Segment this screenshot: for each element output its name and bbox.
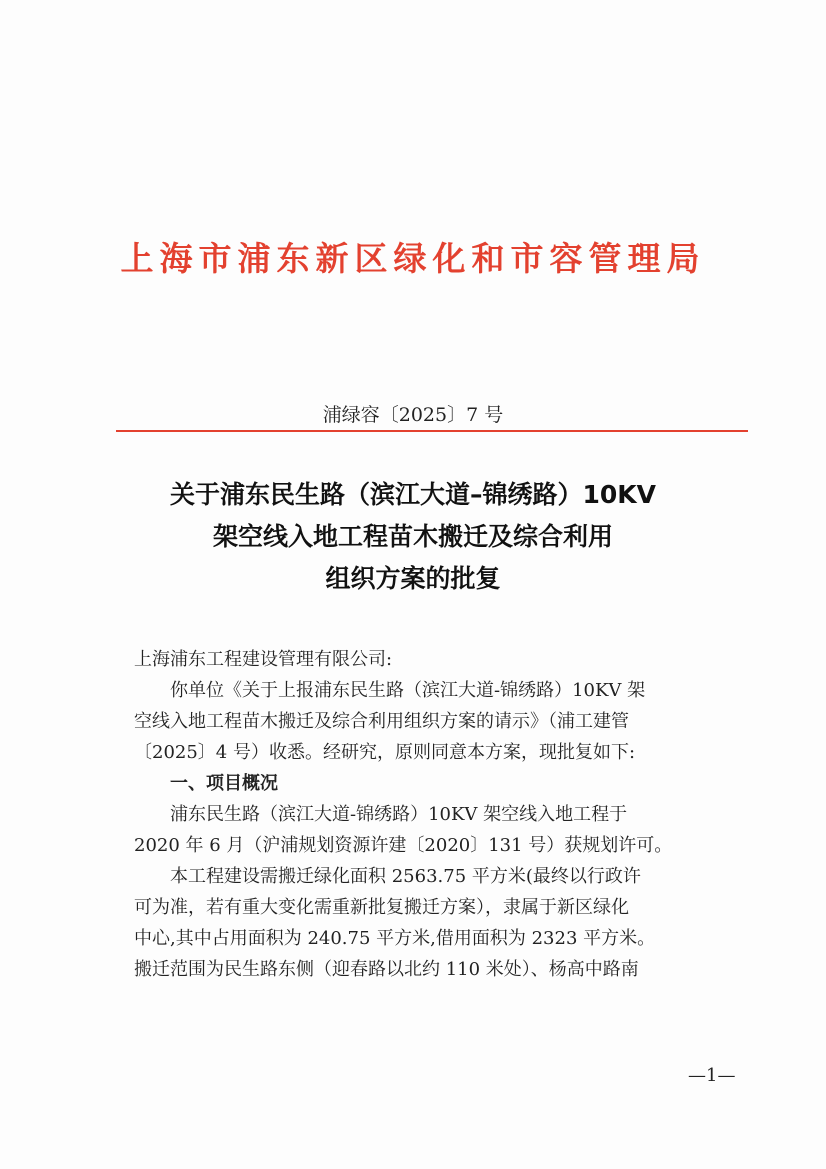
paragraph-line: 你单位《关于上报浦东民生路（滨江大道-锦绣路）10KV 架 [170,680,646,701]
page-number: —1— [688,1065,736,1086]
title-line: 关于浦东民生路（滨江大道–锦绣路）10KV [169,480,656,509]
document-title [100,474,726,600]
addressee: 上海浦东工程建设管理有限公司: [134,649,393,670]
paragraph-line: 本工程建设需搬迁绿化面积 2563.75 平方米(最终以行政许 [170,866,641,887]
title-line: 架空线入地工程苗木搬迁及综合利用 [212,522,613,551]
paragraph-line: 空线入地工程苗木搬迁及综合利用组织方案的请示》（浦工建管 [134,711,629,732]
paragraph-line: 2020 年 6 月（沪浦规划资源许建〔2020〕131 号）获规划许可。 [134,835,673,856]
document-number: 浦绿容〔2025〕7 号 [322,404,504,426]
title-line: 组织方案的批复 [325,564,501,593]
paragraph-line: 搬迁范围为民生路东侧（迎春路以北约 110 米处）、杨高中路南 [134,959,639,980]
paragraph-line: 中心,其中占用面积为 240.75 平方米,借用面积为 2323 平方米。 [134,928,656,949]
document-body [134,644,746,985]
paragraph-line: 可为准，若有重大变化需重新批复搬迁方案），隶属于新区绿化 [134,897,629,918]
red-divider [116,430,748,432]
section-heading: 一、项目概况 [170,773,278,794]
paragraph-line: 浦东民生路（滨江大道-锦绣路）10KV 架空线入地工程于 [170,804,628,825]
paragraph-line: 〔2025〕4 号）收悉。经研究，原则同意本方案，现批复如下: [134,742,636,763]
agency-header: 上海市浦东新区绿化和市容管理局 [120,239,706,278]
